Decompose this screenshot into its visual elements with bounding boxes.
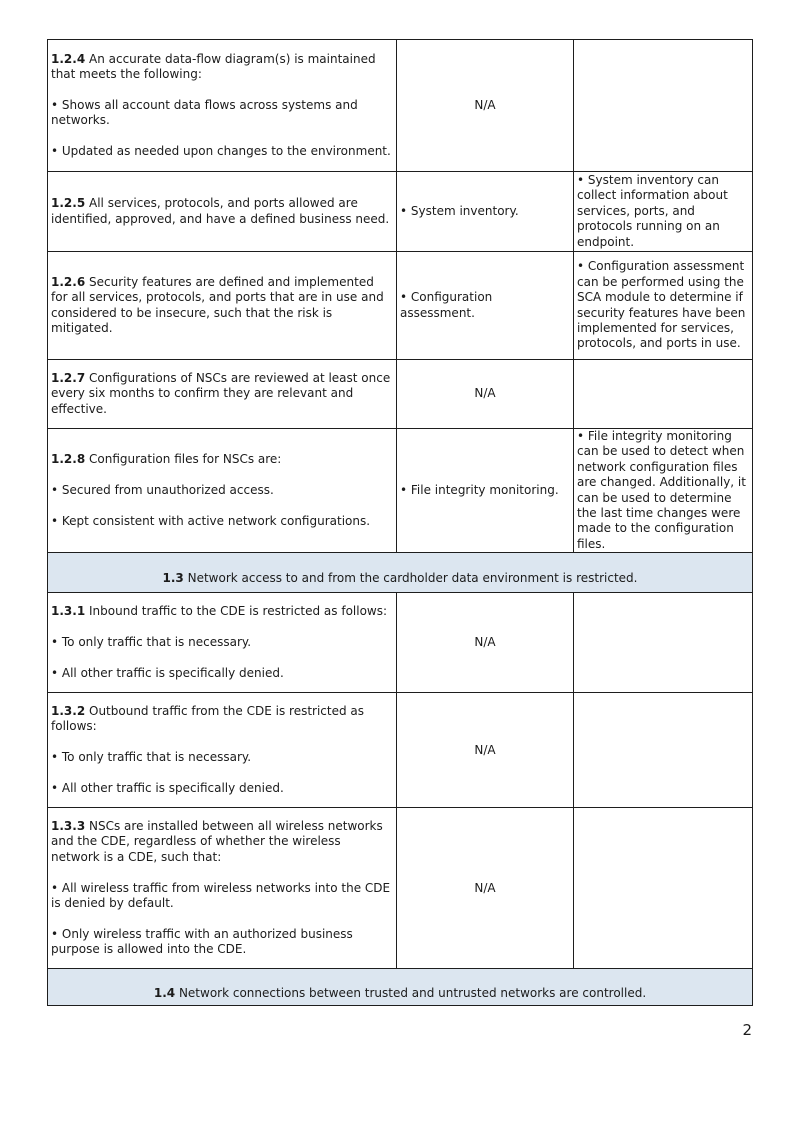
requirement-cell xyxy=(48,360,397,429)
requirement-number: 1.2.7 xyxy=(51,370,86,385)
requirement-number: 1.3.1 xyxy=(51,604,86,619)
requirement-text: NSCs are installed between all wireless networks and the CDE, regardless of whether the wireless network is a CDE, such that: xyxy=(51,818,383,864)
requirement-cell xyxy=(48,40,397,172)
requirement-text: All services, protocols, and ports allowed are identified, approved, and have a defined business need. xyxy=(51,196,390,226)
requirement-text: Configuration files for NSCs are: xyxy=(89,452,282,467)
requirement-bullet: • To only traffic that is necessary. xyxy=(51,750,252,765)
procedure-cell: N/A xyxy=(397,693,574,808)
requirement-cell xyxy=(48,593,397,693)
requirement-text: An accurate data-flow diagram(s) is maintained that meets the following: xyxy=(51,51,376,81)
requirements-table xyxy=(47,39,753,1006)
requirement-bullet: • Only wireless traffic with an authorized business purpose is allowed into the CDE. xyxy=(51,926,353,957)
table-row xyxy=(48,360,753,429)
requirement-bullet: • Secured from unauthorized access. xyxy=(51,482,274,497)
requirement-text: Configurations of NSCs are reviewed at least once every six months to confirm they are relevant and effective. xyxy=(51,370,391,416)
requirement-bullet: • All other traffic is specifically denied. xyxy=(51,781,284,796)
requirement-bullet: • All wireless traffic from wireless networks into the CDE is denied by default. xyxy=(51,880,391,910)
requirement-text: Outbound traffic from the CDE is restricted as follows: xyxy=(51,704,365,734)
procedure-cell: N/A xyxy=(397,808,574,969)
requirement-text: Security features are defined and implemented for all services, protocols, and ports that are in use and considered to be insecure, such that the risk is mitigated. xyxy=(51,274,384,335)
table-row xyxy=(48,429,753,553)
requirement-bullet: • All other traffic is specifically denied. xyxy=(51,665,284,680)
section-number: 1.3 xyxy=(162,571,184,586)
note-text: • File integrity monitoring can be used to detect when network configuration files are changed. Additionally, it can be used to determine the last time changes were made to the configuration files. xyxy=(577,429,746,551)
note-cell xyxy=(574,360,753,429)
note-text: • Configuration assessment can be performed using the SCA module to determine if security features have been implemented for services, protocols, and ports in use. xyxy=(577,259,746,351)
note-cell xyxy=(574,593,753,693)
table-row xyxy=(48,593,753,693)
procedure-cell: N/A xyxy=(397,593,574,693)
requirement-bullet: • To only traffic that is necessary. xyxy=(51,635,252,650)
section-header-cell xyxy=(48,553,753,593)
requirement-number: 1.2.6 xyxy=(51,274,86,289)
procedure-cell: N/A xyxy=(397,40,574,172)
note-cell xyxy=(574,40,753,172)
requirement-bullet: • Shows all account data flows across systems and networks. xyxy=(51,97,358,128)
procedure-cell: N/A xyxy=(397,360,574,429)
requirement-number: 1.2.8 xyxy=(51,452,86,467)
section-header-row xyxy=(48,969,753,1006)
requirement-cell xyxy=(48,429,397,553)
requirement-cell xyxy=(48,693,397,808)
procedure-cell: • System inventory. xyxy=(397,172,574,252)
note-cell xyxy=(574,808,753,969)
note-cell xyxy=(574,693,753,808)
table-row xyxy=(48,40,753,172)
page-number: 2 xyxy=(742,1021,752,1039)
requirement-cell xyxy=(48,172,397,252)
procedure-cell: • Configuration assessment. xyxy=(397,252,574,360)
requirement-number: 1.2.4 xyxy=(51,51,86,66)
procedure-cell: • File integrity monitoring. xyxy=(397,429,574,553)
section-number: 1.4 xyxy=(153,985,176,1000)
requirement-number: 1.3.3 xyxy=(51,818,86,833)
requirement-cell xyxy=(48,808,397,969)
note-cell xyxy=(574,172,753,252)
table-row xyxy=(48,172,753,252)
requirement-number: 1.3.2 xyxy=(51,704,86,719)
requirement-text: Inbound traffic to the CDE is restricted as follows: xyxy=(89,604,388,619)
section-header-row xyxy=(48,553,753,593)
table-row xyxy=(48,252,753,360)
section-title: Network connections between trusted and untrusted networks are controlled. xyxy=(178,985,647,1000)
table-row xyxy=(48,693,753,808)
note-cell xyxy=(574,429,753,553)
table-row xyxy=(48,808,753,969)
section-title: Network access to and from the cardholder data environment is restricted. xyxy=(187,571,638,586)
note-text: • System inventory can collect information about services, ports, and protocols running on an endpoint. xyxy=(577,172,728,249)
requirement-number: 1.2.5 xyxy=(51,196,86,211)
requirement-cell xyxy=(48,252,397,360)
requirement-bullet: • Updated as needed upon changes to the environment. xyxy=(51,144,391,158)
requirement-bullet: • Kept consistent with active network configurations. xyxy=(51,513,371,528)
section-header-cell xyxy=(48,969,753,1006)
note-cell xyxy=(574,252,753,360)
